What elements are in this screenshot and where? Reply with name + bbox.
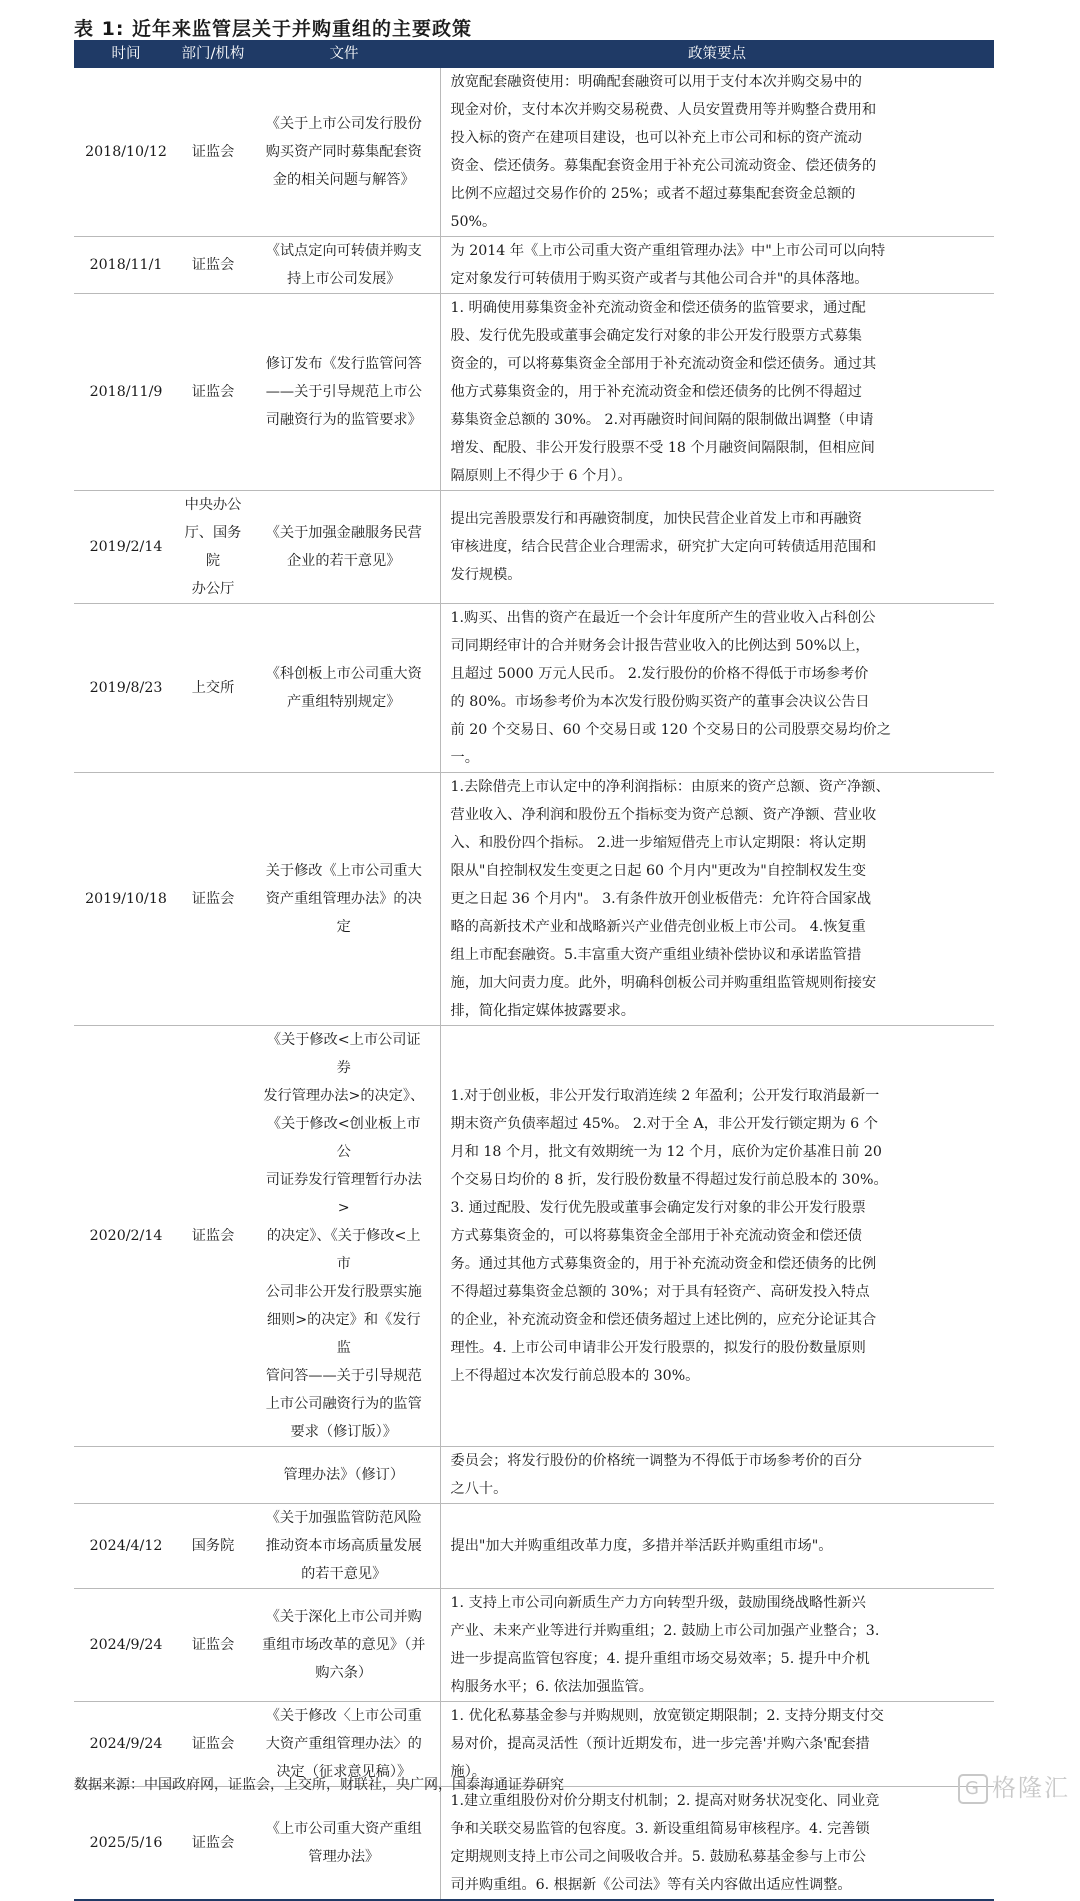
cell-dept [178,773,248,1026]
text-line: 略的高新技术产业和战略新兴产业借壳创业板上市公司。 4.恢复重 [450,919,866,935]
text-line: 入、和股份四个指标。 2.进一步缩短借壳上市认定期限：将认定期 [450,835,866,851]
cell-date: 2024/4/12 [74,1504,178,1589]
cell-dept [178,604,248,773]
text-line: 司并购重组。6. 根据新《公司法》等有关内容做出适应性调整。 [450,1877,852,1893]
cell-document [248,237,440,294]
table-row [74,491,994,604]
table-row [74,604,994,773]
text-line: 现金对价，支付本次并购交易税费、人员安置费用等并购整合费用和 [450,102,877,118]
cell-date: 2018/10/12 [74,68,178,237]
text-line: 司同期经审计的合并财务会计报告营业收入的比例达到 50%以上， [450,638,870,654]
text-line: 放宽配套融资使用：明确配套融资可以用于支付本次并购交易中的 [450,74,862,90]
text-line: 产重组特别规定》 [286,694,401,710]
text-line: 定 [336,919,351,935]
text-line: 证监会 [191,891,235,907]
text-line: 购买资产同时募集配套资 [265,144,422,160]
text-line: 《关于加强监管防范风险 [265,1510,422,1526]
text-line: 施，加大问责力度。此外，明确科创板公司并购重组监管规则衔接安 [450,975,877,991]
cell-document [248,1589,440,1702]
text-line: 产业、未来产业等进行并购重组；2. 鼓励上市公司加强产业整合；3. [450,1623,880,1639]
text-line: 务。通过其他方式募集资金的，用于补充流动资金和偿还债务的比例 [450,1256,877,1272]
text-line: 《上市公司重大资产重组 [265,1821,422,1837]
text-line: 更之日起 36 个月内"。 3.有条件放开创业板借壳：允许符合国家战 [450,891,872,907]
text-line: 1.建立重组股份对价分期支付机制；2. 提高对财务状况变化、同业竞 [450,1793,880,1809]
text-line: 投入标的资产在建项目建设，也可以补充上市公司和标的资产流动 [450,130,862,146]
cell-document [248,1026,440,1447]
g-logo-icon: G [958,1774,988,1804]
cell-document [248,1787,440,1901]
text-line: 上交所 [191,680,235,696]
text-line: 期末资产负债率超过 45%。 2.对于全 A，非公开发行锁定期为 6 个 [450,1116,878,1132]
text-line: 3. 通过配股、发行优先股或董事会确定发行对象的非公开发行股票 [450,1200,866,1216]
text-line: 1. 支持上市公司向新质生产力方向转型升级，鼓励围绕战略性新兴 [450,1595,866,1611]
text-line: 企业的若干意见》 [286,553,401,569]
text-line: 《关于修改〈上市公司重 [265,1708,422,1724]
text-line: 管理办法》（修订） [283,1467,405,1483]
data-source-note: 数据来源：中国政府网，证监会，上交所，财联社，央广网，国泰海通证券研究 [74,1777,564,1793]
cell-document [248,604,440,773]
cell-policy-points [440,773,994,1026]
table-header-row [74,40,994,68]
text-line: 个交易日均价的 8 折，发行股份数量不得超过发行前总股本的 30%。 [450,1172,888,1188]
text-line: 资金的，可以将募集资金全部用于补充流动资金和偿还债务。通过其 [450,356,877,372]
text-line: 的企业，补充流动资金和偿还债务超过上述比例的，应充分论证其合 [450,1312,877,1328]
text-line: 管理办法》 [308,1849,380,1865]
text-line: 审核进度，结合民营企业合理需求，研究扩大定向可转债适用范围和 [450,539,877,555]
table-body [74,68,994,1900]
table-row [74,1447,994,1504]
cell-dept [178,491,248,604]
cell-policy-points [440,1787,994,1901]
cell-document [248,773,440,1026]
text-line: 证监会 [191,1835,235,1851]
text-line: 且超过 5000 万元人民币。 2.发行股份的价格不得低于市场参考价 [450,666,869,682]
table-row [74,1787,994,1901]
text-line: 证监会 [191,1736,235,1752]
text-line: 重组市场改革的意见》（并 [262,1637,426,1653]
cell-dept [178,237,248,294]
cell-date: 2018/11/9 [74,294,178,491]
cell-document [248,68,440,237]
text-line: 资金、偿还债务。募集配套资金用于补充公司流动资金、偿还债务的 [450,158,877,174]
text-line: 持上市公司发展》 [286,271,401,287]
cell-dept [178,1787,248,1901]
text-line: 《关于修改<上市公司证券 [266,1032,421,1076]
cell-date: 2025/5/16 [74,1787,178,1901]
cell-dept [178,1026,248,1447]
text-line: 大资产重组管理办法〉的 [265,1736,422,1752]
watermark [958,1768,1070,1804]
text-line: 关于修改《上市公司重大 [265,863,422,879]
text-line: 营业收入、净利润和股份五个指标变为资产总额、资产净额、营业收 [450,807,877,823]
table-title: 表 1: 近年来监管层关于并购重组的主要政策 [74,18,473,40]
text-line: 一。 [450,750,479,766]
text-line: 之八十。 [450,1481,508,1497]
text-line: 证监会 [191,1637,235,1653]
text-line: 《试点定向可转债并购支 [265,243,422,259]
text-line: 定期规则支持上市公司之间吸收合并。5. 鼓励私募基金参与上市公 [450,1849,866,1865]
text-line: 《关于上市公司发行股份 [265,116,422,132]
text-line: 1. 优化私募基金参与并购规则，放宽锁定期限制；2. 支持分期支付交 [450,1708,884,1724]
cell-dept [178,294,248,491]
text-line: ——关于引导规范上市公 [265,384,422,400]
cell-date: 2018/11/1 [74,237,178,294]
text-line: 组上市配套融资。5.丰富重大资产重组业绩补偿协议和承诺监管措 [450,947,862,963]
text-line: 隔原则上不得少于 6 个月）。 [450,468,632,484]
cell-policy-points [440,491,994,604]
cell-policy-points [440,68,994,237]
text-line: 股、发行优先股或董事会确定发行对象的非公开发行股票方式募集 [450,328,862,344]
text-line: 证监会 [191,144,235,160]
text-line: 要求（修订版）》 [290,1424,397,1440]
text-line: 办公厅 [191,581,235,597]
cell-date [74,1447,178,1504]
text-line: 限从"自控制权发生变更之日起 60 个月内"更改为"自控制权发生变 [450,863,867,879]
text-line: 购六条） [315,1665,373,1681]
text-line: 比例不应超过交易作价的 25%；或者不超过募集配套资金总额的 [450,186,856,202]
text-line: 提出"加大并购重组改革力度，多措并举活跃并购重组市场"。 [450,1538,833,1554]
cell-document [248,294,440,491]
cell-policy-points [440,1447,994,1504]
table-row [74,1026,994,1447]
text-line: 《关于深化上市公司并购 [265,1609,422,1625]
text-line: 发行管理办法>的决定》、 [263,1088,425,1104]
text-line: 国务院 [191,1538,235,1554]
text-line: 上市公司融资行为的监管 [265,1396,422,1412]
cell-document [248,1447,440,1504]
table-row [74,237,994,294]
table-row [74,1504,994,1589]
cell-policy-points [440,237,994,294]
text-line: 《关于加强金融服务民营 [265,525,422,541]
text-line: 上不得超过本次发行前总股本的 30%。 [450,1368,700,1384]
text-line: 金的相关问题与解答》 [272,172,415,188]
cell-date: 2024/9/24 [74,1702,178,1787]
policy-table [74,40,994,1901]
text-line: 方式募集资金的，可以将募集资金全部用于补充流动资金和偿还债 [450,1228,862,1244]
text-line: 《关于修改<创业板上市公 [266,1116,421,1160]
text-line: 委员会；将发行股份的价格统一调整为不得低于市场参考价的百分 [450,1453,862,1469]
cell-document [248,1504,440,1589]
table-row [74,68,994,237]
text-line: 证监会 [191,384,235,400]
text-line: 进一步提高监管包容度；4. 提升重组市场交易效率；5. 提升中介机 [450,1651,870,1667]
text-line: 的决定》、《关于修改<上市 [266,1228,421,1272]
cell-dept [178,1589,248,1702]
cell-date: 2020/2/14 [74,1026,178,1447]
text-line: 他方式募集资金的，用于补充流动资金和偿还债务的比例不得超过 [450,384,862,400]
cell-dept [178,1504,248,1589]
cell-policy-points [440,294,994,491]
text-line: 1.对于创业板，非公开发行取消连续 2 年盈利；公开发行取消最新一 [450,1088,880,1104]
text-line: 推动资本市场高质量发展 [265,1538,422,1554]
text-line: 细则>的决定》和《发行监 [266,1312,421,1356]
header-policy-points: 政策要点 [440,40,994,68]
cell-policy-points [440,1026,994,1447]
text-line: 理性。4. 上市公司申请非公开发行股票的，拟发行的股份数量原则 [450,1340,866,1356]
cell-date: 2024/9/24 [74,1589,178,1702]
text-line: 募集资金总额的 30%。 2.对再融资时间间隔的限制做出调整（申请 [450,412,874,428]
text-line: 易对价，提高灵活性（预计近期发布，进一步完善'并购六条'配套措 [450,1736,870,1752]
cell-document [248,491,440,604]
text-line: 管问答——关于引导规范 [265,1368,422,1384]
text-line: 月和 18 个月，批文有效期统一为 12 个月，底价为定价基准日前 20 [450,1144,882,1160]
text-line: 前 20 个交易日、60 个交易日或 120 个交易日的公司股票交易均价之 [450,722,891,738]
text-line: 定对象发行可转债用于购买资产或者与其他公司合并"的具体落地。 [450,271,869,287]
text-line: 司融资行为的监管要求》 [265,412,422,428]
cell-dept [178,68,248,237]
cell-date: 2019/10/18 [74,773,178,1026]
header-date: 时间 [74,40,178,68]
text-line: 中央办公 [184,497,242,513]
cell-date: 2019/2/14 [74,491,178,604]
text-line: 50%。 [450,214,497,230]
text-line: 发行规模。 [450,567,522,583]
text-line: 证监会 [191,1228,235,1244]
text-line: 公司非公开发行股票实施 [265,1284,422,1300]
text-line: 为 2014 年《上市公司重大资产重组管理办法》中"上市公司可以向特 [450,243,886,259]
text-line: 构服务水平；6. 依法加强监管。 [450,1679,653,1695]
text-line: 不得超过募集资金总额的 30%；对于具有轻资产、高研发投入特点 [450,1284,870,1300]
text-line: 增发、配股、非公开发行股票不受 18 个月融资间隔限制，但相应间 [450,440,875,456]
watermark-text: 格隆汇 [992,1774,1070,1802]
text-line: 排，简化指定媒体披露要求。 [450,1003,635,1019]
text-line: 资产重组管理办法》的决 [265,891,422,907]
cell-date: 2019/8/23 [74,604,178,773]
text-line: 1.去除借壳上市认定中的净利润指标：由原来的资产总额、资产净额、 [450,779,890,795]
text-line: 施）。 [450,1764,486,1780]
text-line: 的 80%。市场参考价为本次发行股份购买资产的董事会决议公告日 [450,694,870,710]
text-line: 1.购买、出售的资产在最近一个会计年度所产生的营业收入占科创公 [450,610,876,626]
text-line: 提出完善股票发行和再融资制度，加快民营企业首发上市和再融资 [450,511,862,527]
text-line: 1. 明确使用募集资金补充流动资金和偿还债务的监管要求，通过配 [450,300,866,316]
text-line: 修订发布《发行监管问答 [265,356,422,372]
header-document: 文件 [248,40,440,68]
cell-policy-points [440,1589,994,1702]
cell-dept [178,1447,248,1504]
text-line: 证监会 [191,257,235,273]
text-line: 决定（征求意见稿）》 [276,1764,412,1780]
text-line: 的若干意见》 [301,1566,387,1582]
header-dept: 部门/机构 [178,40,248,68]
text-line: 司证券发行管理暂行办法> [265,1172,422,1216]
table-row [74,773,994,1026]
table-row [74,1589,994,1702]
text-line: 厅、国务院 [184,525,242,569]
cell-policy-points [440,1504,994,1589]
table-row [74,294,994,491]
text-line: 《科创板上市公司重大资 [265,666,422,682]
cell-policy-points [440,604,994,773]
text-line: 争和关联交易监管的包容度。3. 新设重组简易审核程序。4. 完善锁 [450,1821,870,1837]
